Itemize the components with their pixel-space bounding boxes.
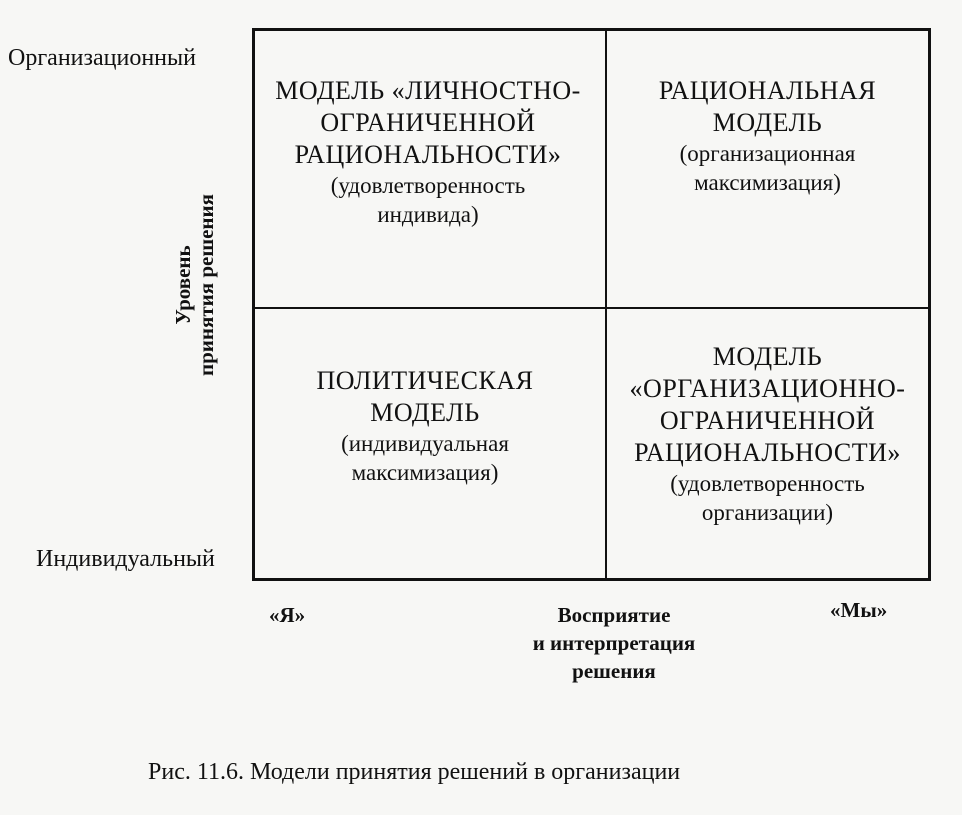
x-axis-right-label: «Мы» [830,598,888,622]
quadrant-subtitle-line: индивида) [377,202,479,227]
quadrant-subtitle-line: (удовлетворенность [670,470,865,496]
quadrant-title-line: РАЦИОНАЛЬНОСТИ» [634,437,901,467]
quadrant-subtitle-line: максимизация) [694,170,841,195]
quadrant-title-line: ОГРАНИЧЕННОЙ [320,108,536,137]
quadrant-title-line: РАЦИОНАЛЬНОСТИ» [294,140,562,169]
quadrant-title-line: МОДЕЛЬ «ЛИЧНОСТНО- [275,76,581,105]
quadrant-bottom-right [607,309,928,578]
quadrant-subtitle-line: (индивидуальная [341,430,509,456]
quadrant-title-line: МОДЕЛЬ [712,108,823,137]
quadrant-subtitle-line: (удовлетворенность [330,173,526,198]
quadrant-title-line: «ОРГАНИЗАЦИОННО- [629,373,906,403]
quadrant-top-left [255,31,607,309]
quadrant-subtitle-line: (организационная [679,141,856,166]
x-axis-title-line: и интерпретация [532,631,696,655]
y-axis-title-line: Уровень [171,245,195,325]
y-axis-title [172,194,218,376]
quadrant-bottom-left [255,309,607,578]
x-axis-title-line: Восприятие [557,603,671,627]
quadrant-title-line: РАЦИОНАЛЬНАЯ [658,76,877,105]
quadrant-title-line: ПОЛИТИЧЕСКАЯ [316,365,534,395]
quadrant-title-line: МОДЕЛЬ [370,397,480,427]
y-axis-title-line: принятия решения [194,194,218,376]
quadrant-subtitle-line: максимизация) [351,459,499,485]
y-axis-bottom-label: Индивидуальный [36,546,215,572]
figure-caption: Рис. 11.6. Модели принятия решений в организации [148,759,681,785]
quadrant-title-line: ОГРАНИЧЕННОЙ [659,405,876,435]
x-axis-left-label: «Я» [269,603,306,627]
quadrant-top-right [607,31,928,309]
x-axis-title [533,601,696,685]
x-axis-title-line: решения [572,659,656,683]
quadrant-title-line: МОДЕЛЬ [712,341,823,371]
quadrant-subtitle-line: организации) [701,499,834,525]
y-axis-top-label: Организационный [8,45,196,71]
decision-models-matrix [252,28,931,581]
